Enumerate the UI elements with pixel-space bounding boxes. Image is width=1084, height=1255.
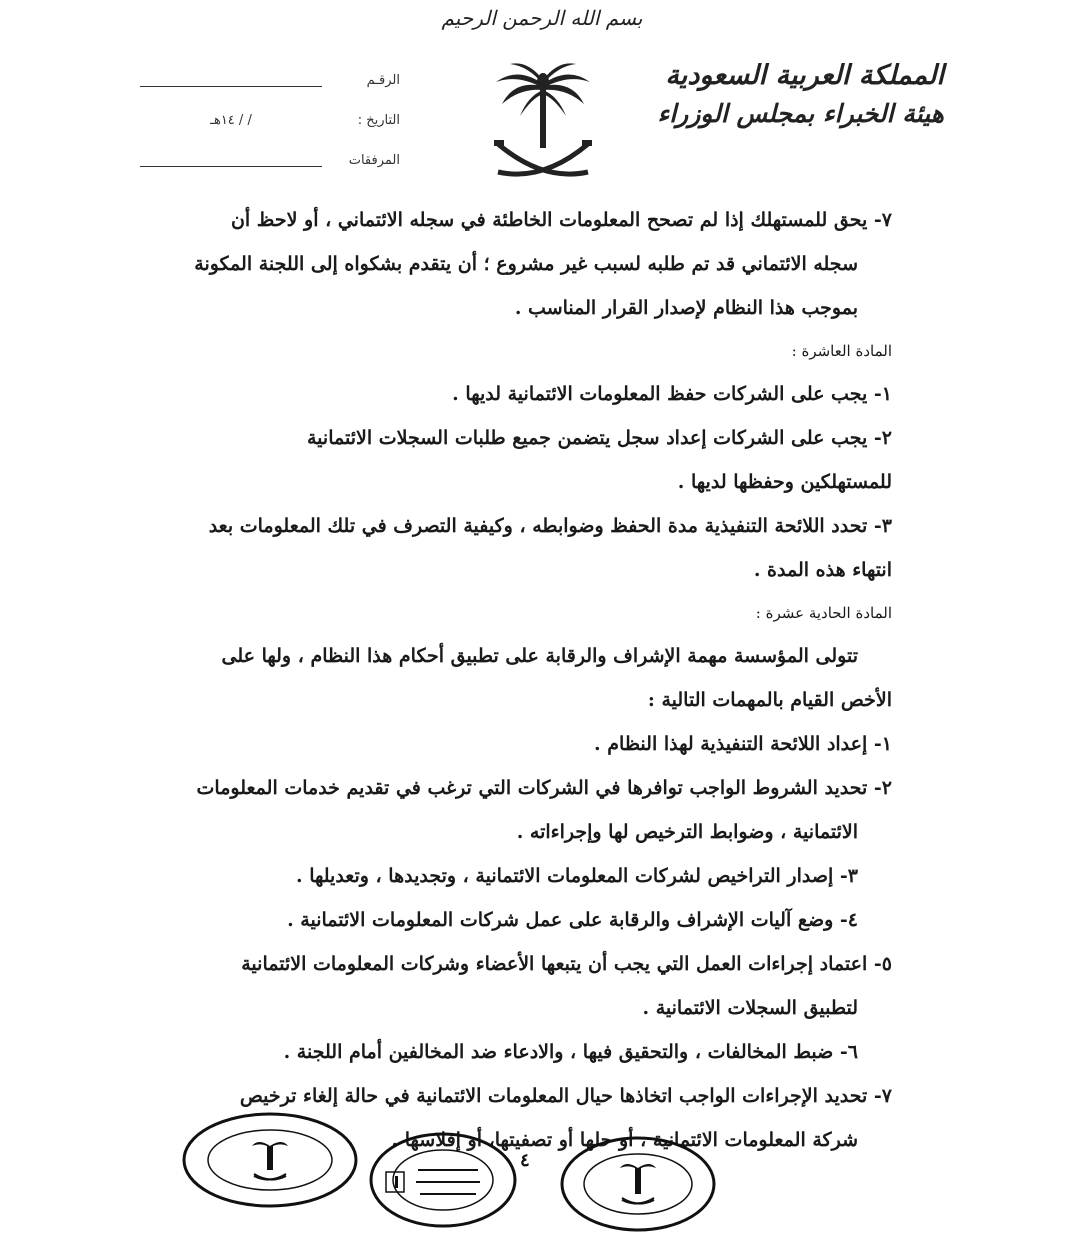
article-11-item-7: ٧- تحديد الإجراءات الواجب اتخاذها حيال المعلومات الائتمانية في حالة إلغاء ترخيص <box>239 1085 892 1107</box>
article-10-heading: المادة العاشرة : <box>791 342 892 360</box>
reference-label: الرقـم <box>366 72 400 88</box>
article-10-item-3-cont: انتهاء هذه المدة . <box>753 559 892 581</box>
article-11-item-2-cont: الائتمانية ، وضوابط الترخيص لها وإجراءاته . <box>516 821 858 843</box>
date-value: / / ١٤هـ <box>210 112 252 128</box>
basmala: بسم الله الرحمن الرحيم <box>441 6 643 30</box>
attachments-blank <box>140 154 322 167</box>
paragraph-line: ٧- يحق للمستهلك إذا لم تصحح المعلومات الخاطئة في سجله الائتماني ، أو لاحظ أن <box>230 209 892 231</box>
date-label: التاريخ : <box>357 112 400 128</box>
article-11-item-5: ٥- اعتماد إجراءات العمل التي يجب أن يتبعها الأعضاء وشركات المعلومات الائتمانية <box>241 953 892 975</box>
page-number: ٤ <box>520 1150 530 1171</box>
article-11-item-4: ٤- وضع آليات الإشراف والرقابة على عمل شركات المعلومات الائتمانية . <box>287 909 858 931</box>
general-secretariat-seal-icon <box>558 1134 718 1234</box>
article-10-item-1: ١- يجب على الشركات حفظ المعلومات الائتمانية لديها . <box>452 383 892 405</box>
article-11-intro: تتولى المؤسسة مهمة الإشراف والرقابة على تطبيق أحكام هذا النظام ، ولها على <box>221 645 858 667</box>
article-11-item-6: ٦- ضبط المخالفات ، والتحقيق فيها ، والادعاء ضد المخالفين أمام اللجنة . <box>283 1041 858 1063</box>
article-10-item-2: ٢- يجب على الشركات إعداد سجل يتضمن جميع طلبات السجلات الائتمانية <box>306 427 892 449</box>
article-11-item-5-cont: لتطبيق السجلات الائتمانية . <box>642 997 858 1019</box>
date-row <box>140 100 400 140</box>
paragraph-line: سجله الائتماني قد تم طلبه لسبب غير مشروع ؛ أن يتقدم بشكواه إلى اللجنة المكونة <box>194 253 858 275</box>
document-body <box>168 198 892 1162</box>
cabinet-presidency-seal-icon <box>368 1130 518 1230</box>
article-11-item-2: ٢- تحديد الشروط الواجب توافرها في الشركات التي ترغب في تقديم خدمات المعلومات <box>196 777 892 799</box>
article-11-intro-cont: الأخص القيام بالمهمات التالية : <box>647 689 892 711</box>
paragraph-line: بموجب هذا النظام لإصدار القرار المناسب . <box>514 297 858 319</box>
article-11-heading: المادة الحادية عشرة : <box>755 604 892 622</box>
reference-block <box>140 60 400 180</box>
article-10-item-2-cont: للمستهلكين وحفظها لديها . <box>677 471 892 493</box>
attachments-row <box>140 140 400 180</box>
palm-swords-emblem-icon <box>488 60 598 185</box>
reference-blank <box>140 74 322 87</box>
letterhead-authority: هيئة الخبراء بمجلس الوزراء <box>657 99 944 128</box>
article-11-item-7-cont: شركة المعلومات الائتمانية ، أو حلها أو تصفيتها، أو إفلاسها . <box>391 1129 858 1151</box>
article-10-item-3: ٣- تحدد اللائحة التنفيذية مدة الحفظ وضوابطه ، وكيفية التصرف في تلك المعلومات بعد <box>208 515 892 537</box>
letterhead <box>644 56 944 132</box>
experts-commission-seal-icon <box>180 1110 360 1210</box>
attachments-label: المرفقات <box>348 152 400 168</box>
article-11-item-3: ٣- إصدار التراخيص لشركات المعلومات الائتمانية ، وتجديدها ، وتعديلها . <box>295 865 858 887</box>
article-11-item-1: ١- إعداد اللائحة التنفيذية لهذا النظام . <box>594 733 892 755</box>
letterhead-country: المملكة العربية السعودية <box>665 60 944 91</box>
reference-number-row <box>140 60 400 100</box>
